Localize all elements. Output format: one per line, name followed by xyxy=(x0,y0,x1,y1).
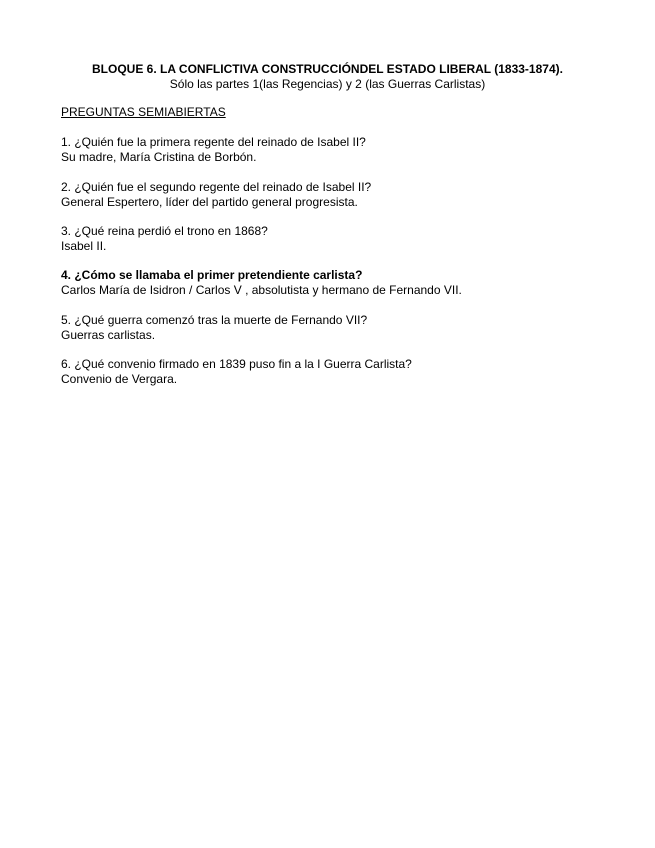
question-text: 5. ¿Qué guerra comenzó tras la muerte de Fernando VII? xyxy=(61,313,368,327)
question-answer-item xyxy=(61,135,366,165)
answer-text: Carlos María de Isidron / Carlos V , absolutista y hermano de Fernando VII. xyxy=(61,283,462,297)
answer-text: Isabel II. xyxy=(61,239,107,253)
title-subtitle-text: Sólo las partes 1(las Regencias) y 2 (las Guerras Carlistas) xyxy=(169,77,486,91)
question-answer-item xyxy=(61,268,462,298)
question-text: 6. ¿Qué convenio firmado en 1839 puso fin a la I Guerra Carlista? xyxy=(61,357,412,371)
document-title xyxy=(80,62,575,92)
title-bold-text: BLOQUE 6. LA CONFLICTIVA CONSTRUCCIÓNDEL ESTADO LIBERAL (1833-1874). xyxy=(92,62,563,76)
answer-text: General Espertero, líder del partido general progresista. xyxy=(61,195,358,209)
question-text: 4. ¿Cómo se llamaba el primer pretendiente carlista? xyxy=(61,268,363,282)
section-heading: PREGUNTAS SEMIABIERTAS xyxy=(61,105,226,119)
question-answer-item xyxy=(61,224,268,254)
answer-text: Su madre, María Cristina de Borbón. xyxy=(61,150,257,164)
question-answer-item xyxy=(61,180,371,210)
question-answer-item xyxy=(61,313,367,343)
question-answer-item xyxy=(61,357,412,387)
question-text: 1. ¿Quién fue la primera regente del reinado de Isabel II? xyxy=(61,135,366,149)
question-text: 2. ¿Quién fue el segundo regente del reinado de Isabel II? xyxy=(61,180,372,194)
answer-text: Convenio de Vergara. xyxy=(61,372,178,386)
question-text: 3. ¿Qué reina perdió el trono en 1868? xyxy=(61,224,268,238)
answer-text: Guerras carlistas. xyxy=(61,328,156,342)
